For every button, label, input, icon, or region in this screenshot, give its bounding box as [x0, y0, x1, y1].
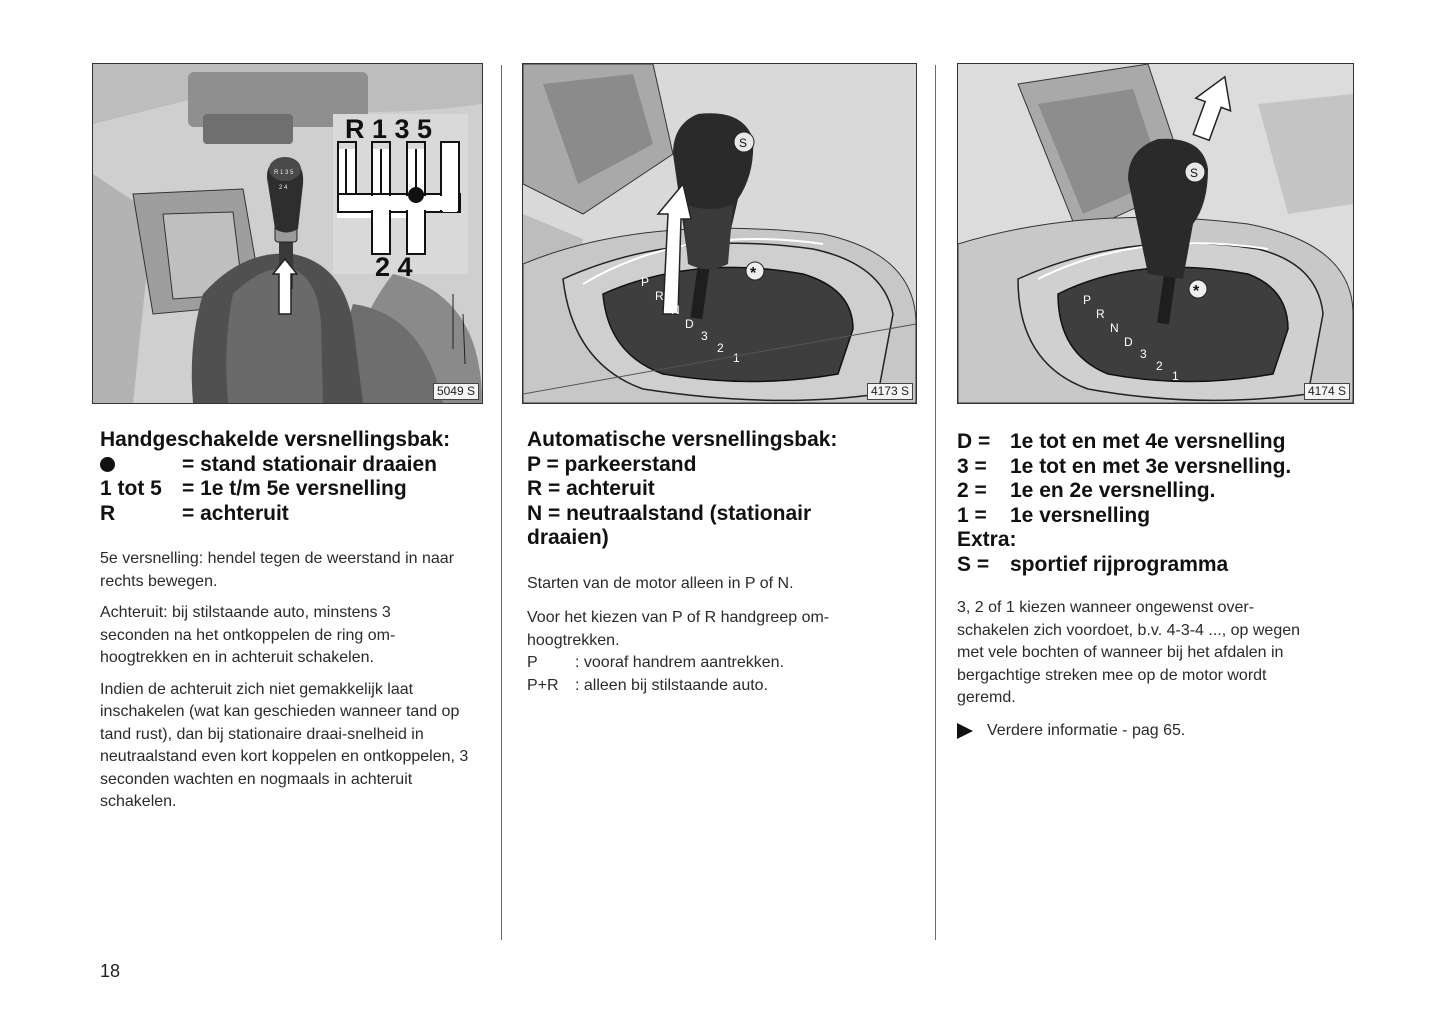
definition-row — [957, 479, 1352, 504]
definition-key: 1 tot 5 — [100, 477, 162, 500]
definition-value: = achteruit — [182, 501, 289, 525]
definition-value: sportief rijprogramma — [1010, 552, 1229, 576]
gate-3: 3 — [701, 329, 708, 343]
definition-key: D = — [957, 430, 991, 453]
automatic-lever-figure — [522, 63, 917, 404]
definition-key: S = — [957, 552, 990, 576]
paragraph: Starten van de motor alleen in P of N. — [527, 574, 794, 592]
reference-text: Verdere informatie - pag 65. — [987, 721, 1186, 739]
definition-value: 1e tot en met 4e versnelling — [1010, 430, 1286, 453]
gate-R: R — [655, 289, 664, 303]
neutral-dot-icon — [100, 453, 182, 478]
definition-row — [957, 504, 1352, 529]
gate-3: 3 — [1140, 347, 1147, 361]
section-heading: Handgeschakelde versnellingsbak: — [100, 428, 451, 451]
section-heading: Automatische versnellingsbak: — [527, 428, 838, 451]
gate-top-numbers: R 1 3 5 — [345, 114, 433, 144]
figure-label: 4174 S — [1304, 383, 1350, 400]
definition-row — [527, 652, 912, 675]
paragraph: 5e versnelling: hendel tegen de weerstand in naar rechts bewegen. — [100, 550, 455, 590]
automatic-gearbox-section — [527, 428, 912, 697]
gear-positions-section — [957, 430, 1352, 742]
manual-gearshift-figure — [92, 63, 483, 404]
paragraph: Achteruit: bij stilstaande auto, minstens 3 seconden na het ontkoppelen de ring om-hoogtrekken en in achteruit schakelen. — [100, 604, 396, 666]
definition-value: = 1e t/m 5e versnelling — [182, 477, 407, 500]
definition-key: R — [100, 501, 116, 525]
definition-value: 1e en 2e versnelling. — [1010, 479, 1216, 502]
definition-value: : vooraf handrem aantrekken. — [575, 654, 785, 671]
gate-P: P — [641, 275, 650, 289]
definition-row — [100, 477, 480, 502]
definition-row — [100, 502, 480, 527]
snow-mode-icon: * — [1193, 283, 1200, 300]
figure-label: 5049 S — [433, 383, 479, 400]
page-reference — [957, 720, 1352, 743]
gate-P: P — [1083, 293, 1092, 307]
definition-row — [957, 553, 1352, 578]
definition-value: 1e tot en met 3e versnelling. — [1010, 454, 1292, 478]
sport-button: S — [1190, 166, 1199, 180]
knob-bottom-text: 2 4 — [279, 185, 288, 191]
gate-D: D — [1124, 335, 1133, 349]
definition-key: 2 = — [957, 479, 987, 502]
paragraph: 3, 2 of 1 kiezen wanneer ongewenst over-schakelen zich voordoet, b.v. 4-3-4 ..., op wegen met vele bochten of wanneer bij het afdalen in bergachtige streken mee op de motor wordt geremd. — [957, 599, 1301, 706]
page-number: 18 — [100, 961, 121, 981]
definition-value: : alleen bij stilstaande auto. — [575, 676, 769, 694]
definition-row — [527, 675, 912, 698]
gate-R: R — [1096, 307, 1105, 321]
definition-value: 1e versnelling — [1010, 503, 1151, 527]
snow-mode-icon: * — [750, 265, 757, 282]
gate-2: 2 — [717, 341, 724, 355]
column-divider-right — [935, 65, 936, 940]
definition-row — [100, 453, 480, 478]
manual-gearbox-section — [100, 428, 480, 814]
automatic-button-figure — [957, 63, 1354, 404]
arrow-right-icon — [957, 723, 973, 739]
gate-bottom-numbers: 2 4 — [375, 252, 413, 282]
gate-2: 2 — [1156, 359, 1163, 373]
definition-key: P — [527, 654, 538, 671]
gate-1: 1 — [733, 351, 740, 365]
paragraph: Voor het kiezen van P of R handgreep om-hoogtrekken. — [527, 609, 830, 649]
gear-line: R = achteruit — [527, 477, 655, 500]
knob-top-text: R 1 3 5 — [274, 170, 294, 176]
figure-label: 4173 S — [867, 383, 913, 400]
extra-label: Extra: — [957, 528, 1017, 551]
gate-N: N — [1110, 321, 1119, 335]
definition-key: P+R — [527, 676, 559, 694]
definition-row — [957, 430, 1352, 455]
definition-row — [957, 455, 1352, 480]
sport-button: S — [739, 136, 748, 150]
paragraph: Indien de achteruit zich niet gemakkelijk laat inschakelen (wat kan geschieden wanneer tand op tand rust), dan bij stationaire draai-snelheid in neutraalstand even kort koppelen en ontkoppelen, 3 seconden wachten en nogmaals in achteruit schakelen. — [100, 680, 469, 810]
gate-D: D — [685, 317, 694, 331]
gear-line: N = neutraalstand (stationair draaien) — [527, 501, 812, 549]
definition-key: 3 = — [957, 454, 987, 478]
definition-value: = stand stationair draaien — [182, 452, 437, 476]
gate-1: 1 — [1172, 369, 1179, 383]
gear-line: P = parkeerstand — [527, 452, 697, 476]
definition-key: 1 = — [957, 503, 987, 527]
column-divider-left — [501, 65, 502, 940]
gate-N: N — [671, 303, 680, 317]
